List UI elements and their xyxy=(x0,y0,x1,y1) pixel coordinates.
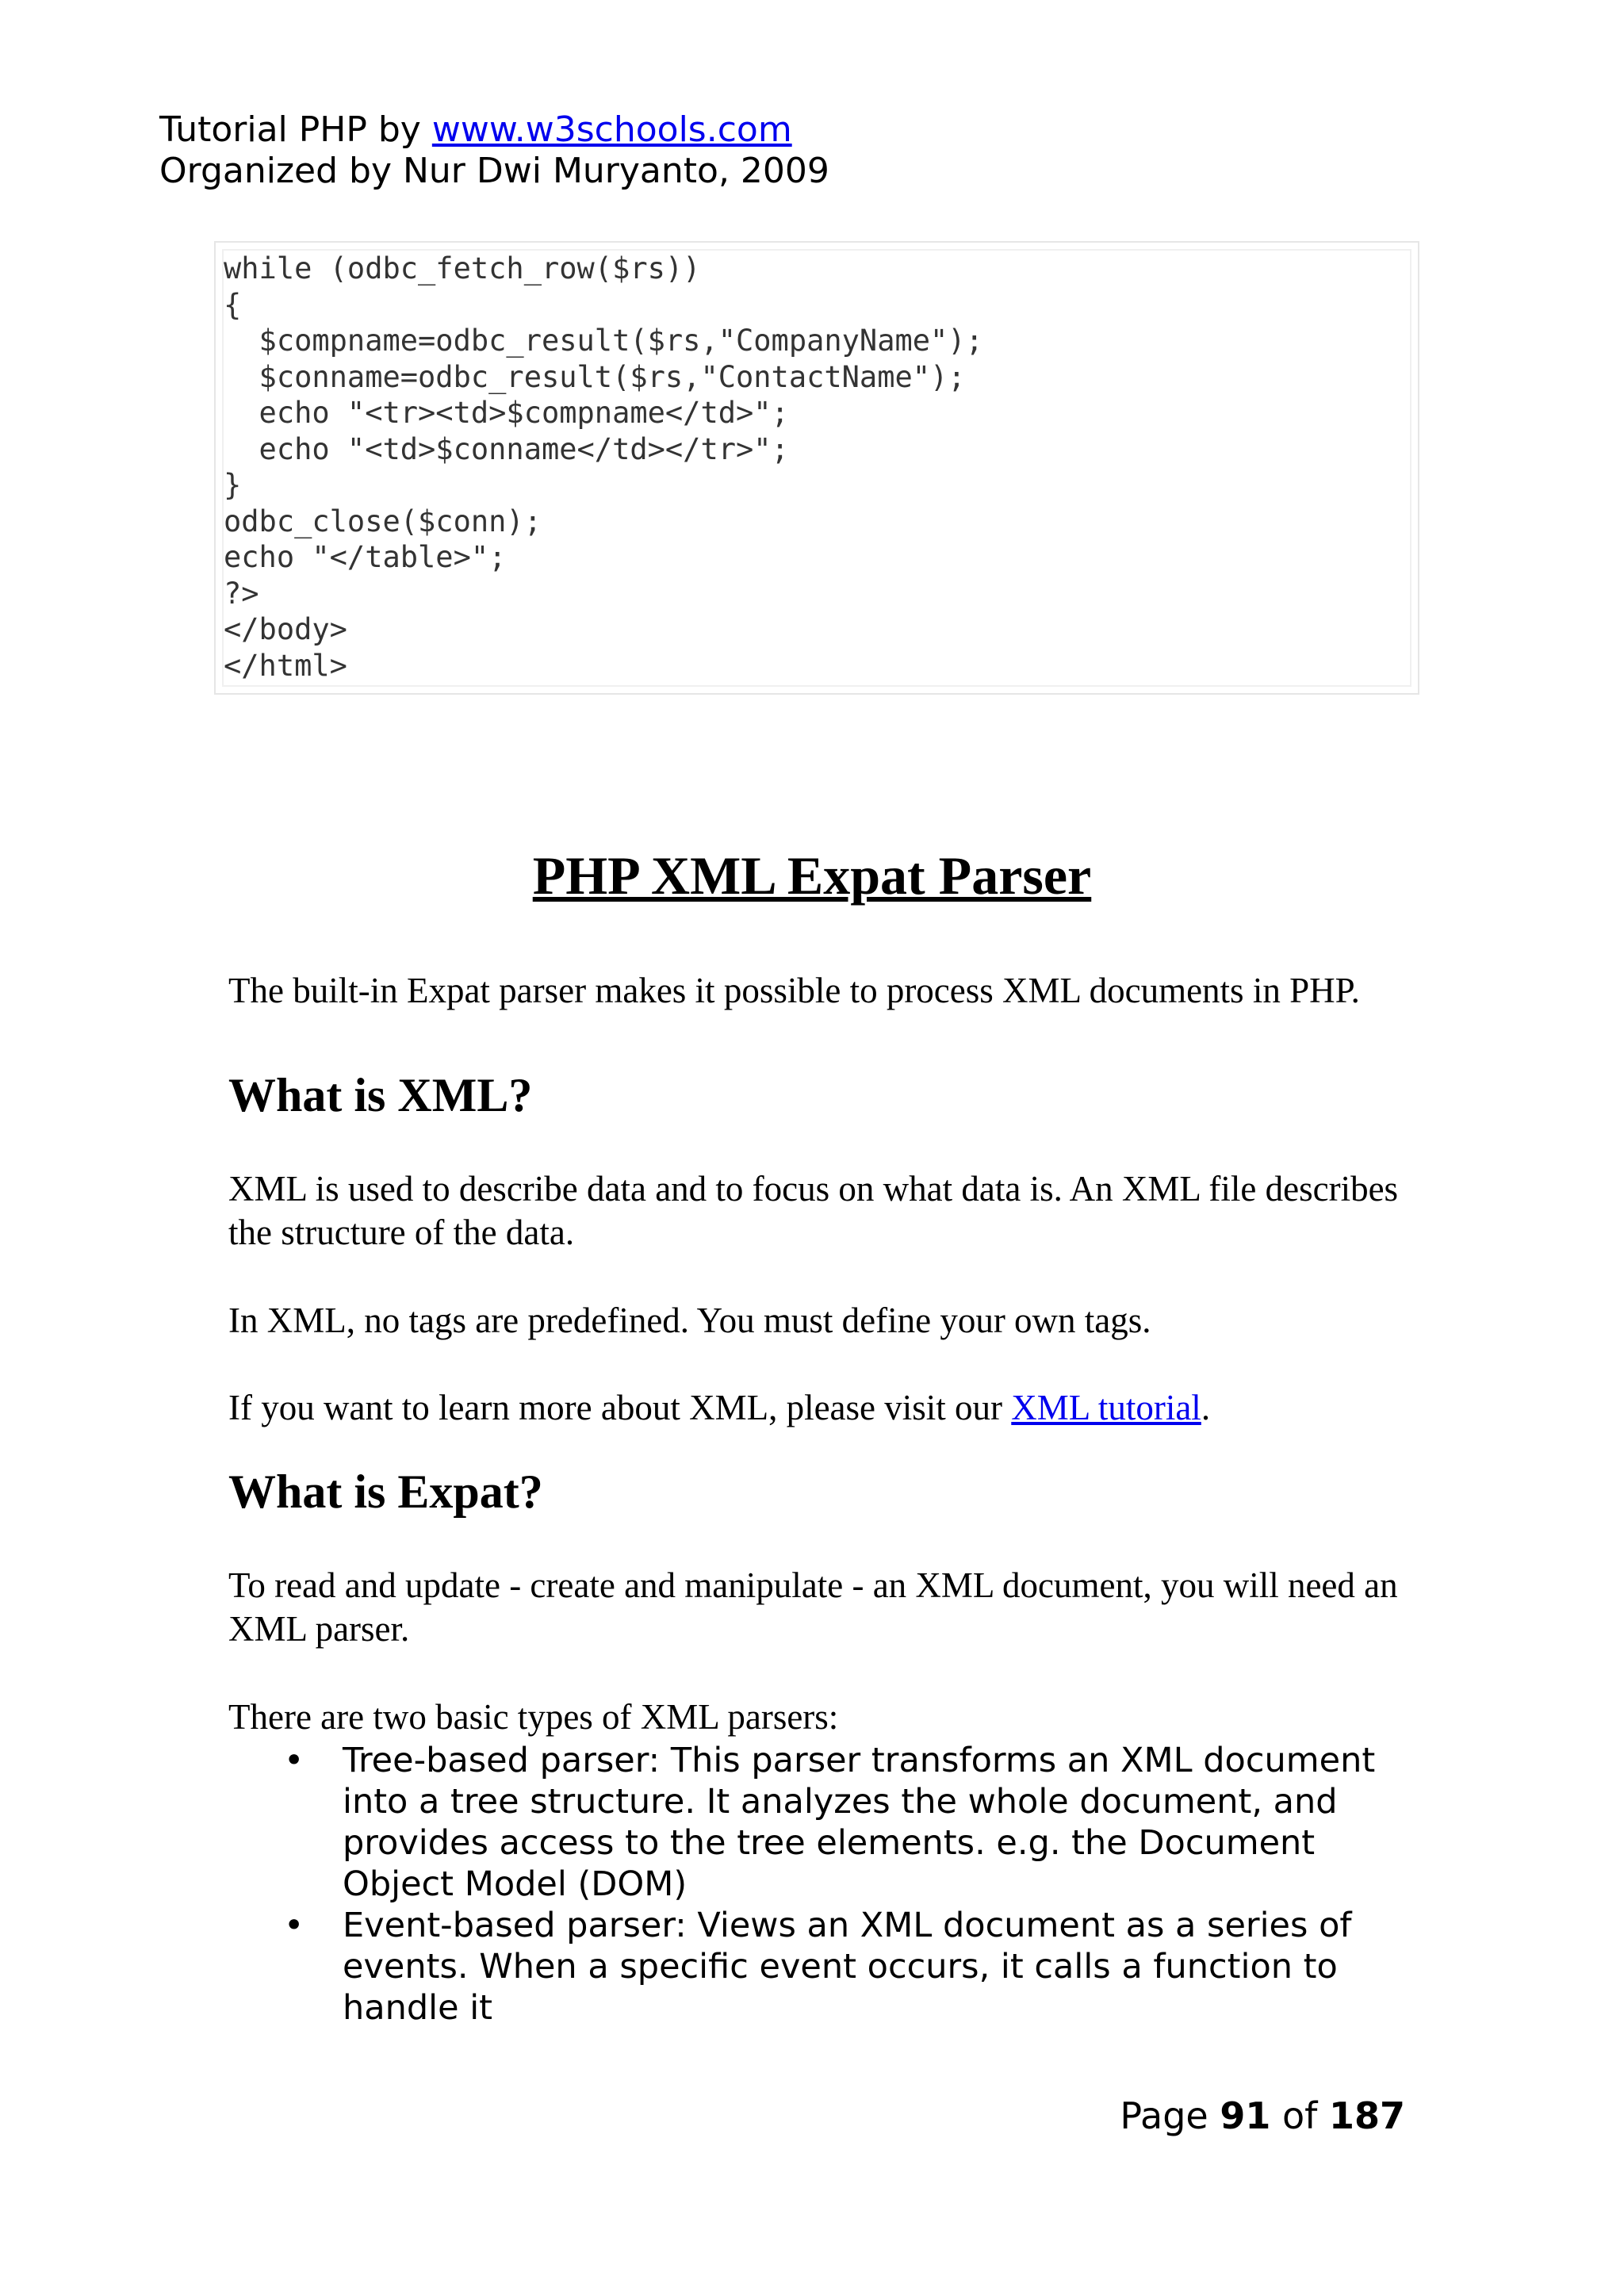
code-line: </html> xyxy=(224,648,347,683)
intro-paragraph: The built-in Expat parser makes it possible to process XML documents in PHP. xyxy=(228,971,1360,1010)
expat-paragraph-2: There are two basic types of XML parsers: xyxy=(228,1697,839,1737)
list-item-text: Event-based parser: Views an XML document as a series of events. When a specific event occurs, it calls a function to handle it xyxy=(343,1906,1352,2028)
code-line: } xyxy=(224,468,242,502)
w3schools-link[interactable]: www.w3schools.com xyxy=(431,109,792,150)
page-footer xyxy=(1120,2094,1405,2138)
xml-paragraph-3-prefix: If you want to learn more about XML, please visit our xyxy=(228,1388,1012,1427)
header-prefix: Tutorial PHP by xyxy=(159,109,432,150)
code-line: ?> xyxy=(224,576,259,611)
header-line-1 xyxy=(159,109,829,151)
xml-paragraph-3-suffix: . xyxy=(1201,1388,1211,1427)
code-line: </body> xyxy=(224,612,347,646)
xml-paragraph-1: XML is used to describe data and to focus on what data is. An XML file describes the structure of the data. xyxy=(228,1169,1399,1252)
bullet-icon: • xyxy=(284,1741,304,1780)
xml-tutorial-link[interactable]: XML tutorial xyxy=(1011,1388,1201,1427)
page-title xyxy=(0,844,1624,907)
total-pages: 187 xyxy=(1328,2094,1405,2137)
heading-what-is-xml: What is XML? xyxy=(228,1069,533,1121)
bullet-icon: • xyxy=(284,1906,304,1945)
page-word: Page xyxy=(1120,2094,1208,2137)
heading-what-is-expat: What is Expat? xyxy=(228,1466,543,1518)
list-item-text: Tree-based parser: This parser transforms an XML document into a tree structure. It analyzes the whole document, and provides access to the tree elements. e.g. the Document Object Model (DOM) xyxy=(343,1741,1376,1904)
xml-paragraph-3 xyxy=(228,1386,1434,1430)
parser-types-list xyxy=(278,1740,1419,2029)
xml-paragraph-2: In XML, no tags are predefined. You must define your own tags. xyxy=(228,1301,1151,1340)
code-line: odbc_close($conn); xyxy=(224,504,542,538)
list-item xyxy=(278,1905,1419,2029)
code-listing xyxy=(224,251,983,684)
page-title-text: PHP XML Expat Parser xyxy=(532,845,1092,906)
code-line: echo "</table>"; xyxy=(224,540,507,574)
list-item xyxy=(278,1740,1419,1905)
code-line: while (odbc_fetch_row($rs)) xyxy=(224,251,701,285)
code-block xyxy=(214,241,1419,695)
code-line: echo "<td>$conname</td></tr>"; xyxy=(224,431,789,466)
page-number: 91 xyxy=(1220,2094,1271,2137)
of-word: of xyxy=(1282,2094,1318,2137)
code-line: $conname=odbc_result($rs,"ContactName"); xyxy=(224,359,966,394)
code-line: { xyxy=(224,287,242,322)
expat-paragraph-1: To read and update - create and manipulate - an XML document, you will need an XML parser. xyxy=(228,1565,1398,1649)
page-header xyxy=(159,109,829,192)
code-line: $compname=odbc_result($rs,"CompanyName"); xyxy=(224,324,983,358)
code-line: echo "<tr><td>$compname</td>"; xyxy=(224,396,789,430)
header-line-2: Organized by Nur Dwi Muryanto, 2009 xyxy=(159,151,829,191)
